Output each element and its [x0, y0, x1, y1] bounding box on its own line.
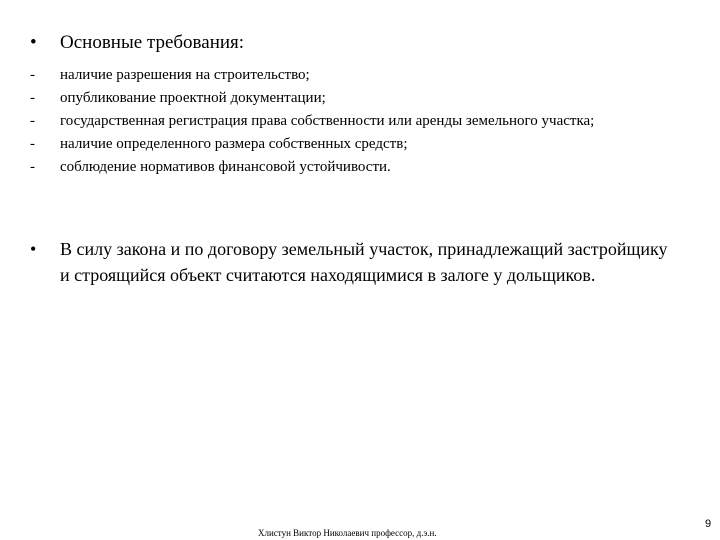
list-item [30, 87, 680, 110]
list-item [30, 110, 680, 133]
dash-marker: - [30, 113, 35, 129]
requirements-heading: Основные требования: [60, 32, 245, 53]
pledge-block [30, 236, 680, 288]
requirements-block [30, 30, 680, 179]
pledge-statement: В силу закона и по договору земельный участок, принадлежащий застройщику и строящийся объект считаются находящимися в залоге у дольщиков. [60, 239, 668, 285]
requirement-text: наличие определенного размера собственных средств; [60, 136, 408, 152]
requirements-bullet [30, 30, 680, 56]
dash-marker: - [30, 90, 35, 106]
footer-author: Хлистун Виктор Николаевич профессор, д.э.н. [258, 528, 437, 538]
requirement-text: наличие разрешения на строительство; [60, 67, 310, 83]
bullet-marker: • [30, 239, 37, 259]
dash-marker: - [30, 67, 35, 83]
dash-marker: - [30, 136, 35, 152]
page-number: 9 [705, 518, 712, 530]
dash-marker: - [30, 159, 35, 175]
list-item [30, 64, 680, 87]
requirement-text: соблюдение нормативов финансовой устойчивости. [60, 159, 391, 175]
requirements-list [30, 64, 680, 179]
list-item [30, 133, 680, 156]
bullet-marker: • [30, 32, 37, 53]
requirement-text: опубликование проектной документации; [60, 90, 326, 106]
list-item [30, 156, 680, 179]
pledge-bullet [30, 236, 680, 288]
requirement-text: государственная регистрация права собственности или аренды земельного участка; [60, 113, 595, 129]
